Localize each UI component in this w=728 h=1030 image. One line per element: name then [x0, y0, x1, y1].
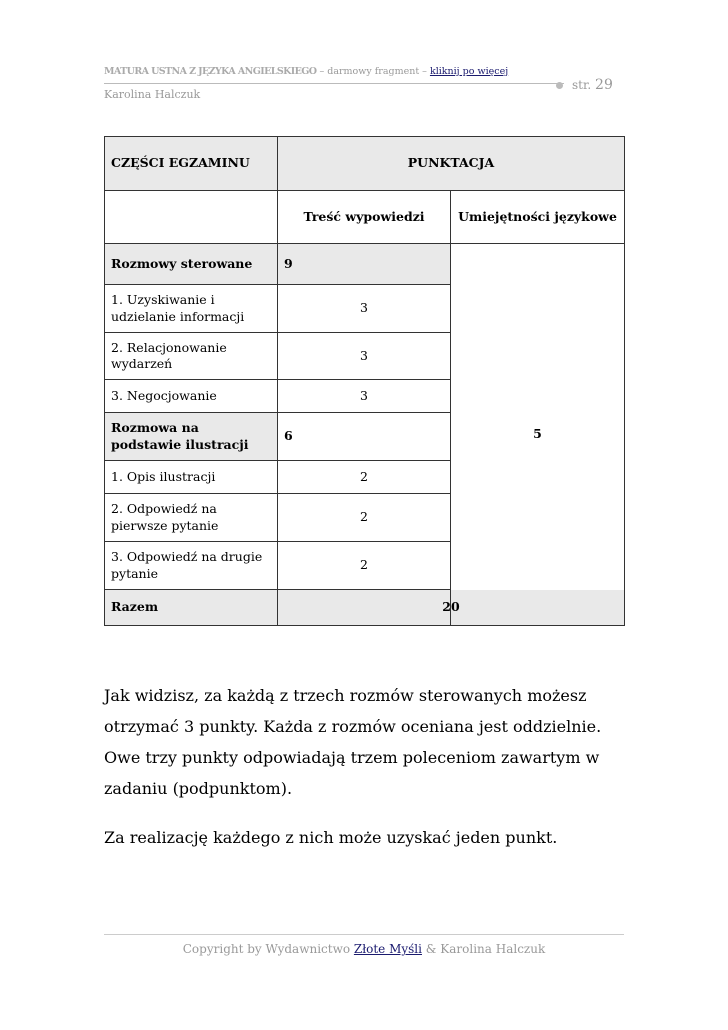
header-book-title: MATURA USTNA Z JĘZYKA ANGIELSKIEGO	[104, 66, 317, 77]
paragraph: Za realizację każdego z nich może uzyskać jeden punkt.	[104, 828, 558, 847]
page-number	[556, 77, 613, 93]
total-label: Razem	[105, 590, 278, 626]
footer-divider	[104, 934, 624, 935]
table-row-label: 3. Odpowiedź na drugie pytanie	[105, 542, 278, 590]
bullet-icon	[556, 82, 563, 89]
header-more-link[interactable]: kliknij po więcej	[429, 66, 509, 77]
table-row-points: 3	[278, 380, 451, 413]
scoring-table	[104, 136, 625, 626]
subheader-language: Umiejętności językowe	[451, 191, 625, 244]
table-row-label: 2. Relacjonowanie wydarzeń	[105, 333, 278, 380]
running-header	[104, 66, 564, 84]
table-row-label: 1. Opis ilustracji	[105, 461, 278, 494]
page-label: str.	[572, 78, 596, 92]
table-row-points: 2	[278, 494, 451, 542]
table-row-points: 3	[278, 285, 451, 333]
section-guided-label: Rozmowy sterowane	[105, 244, 278, 285]
header-free-fragment: – darmowy fragment –	[316, 66, 430, 77]
footer-author: & Karolina Halczuk	[421, 942, 546, 956]
body-text	[104, 680, 628, 871]
section-guided-points: 9	[278, 244, 451, 285]
section-picture-label: Rozmowa na podstawie ilustracji	[105, 413, 278, 461]
table-row-points: 2	[278, 461, 451, 494]
footer-publisher-link[interactable]: Złote Myśli	[353, 942, 422, 956]
paragraph: Jak widzisz, za każdą z trzech rozmów sterowanych możesz otrzymać 3 punkty. Każda z rozmów oceniana jest oddzielnie. Owe trzy punkty odpowiadają trzem poleceniom zawartym w zadaniu (podpunktom).	[104, 686, 602, 798]
table-row-points: 2	[278, 542, 451, 590]
total-points: 20	[278, 590, 625, 626]
table-row-label: 3. Negocjowanie	[105, 380, 278, 413]
footer-copyright: Copyright by Wydawnictwo	[182, 942, 354, 956]
page-number-value: 29	[595, 77, 613, 93]
empty-cell	[105, 191, 278, 244]
table-row-label: 2. Odpowiedź na pierwsze pytanie	[105, 494, 278, 542]
footer	[104, 942, 624, 956]
col-header-score: PUNKTACJA	[278, 137, 625, 191]
table-row-points: 3	[278, 333, 451, 380]
language-points: 5	[451, 244, 625, 626]
subheader-content: Treść wypowiedzi	[278, 191, 451, 244]
section-picture-points: 6	[278, 413, 451, 461]
header-author: Karolina Halczuk	[104, 88, 201, 101]
table-row-label: 1. Uzyskiwanie i udzielanie informacji	[105, 285, 278, 333]
col-header-parts: CZĘŚCI EGZAMINU	[105, 137, 278, 191]
